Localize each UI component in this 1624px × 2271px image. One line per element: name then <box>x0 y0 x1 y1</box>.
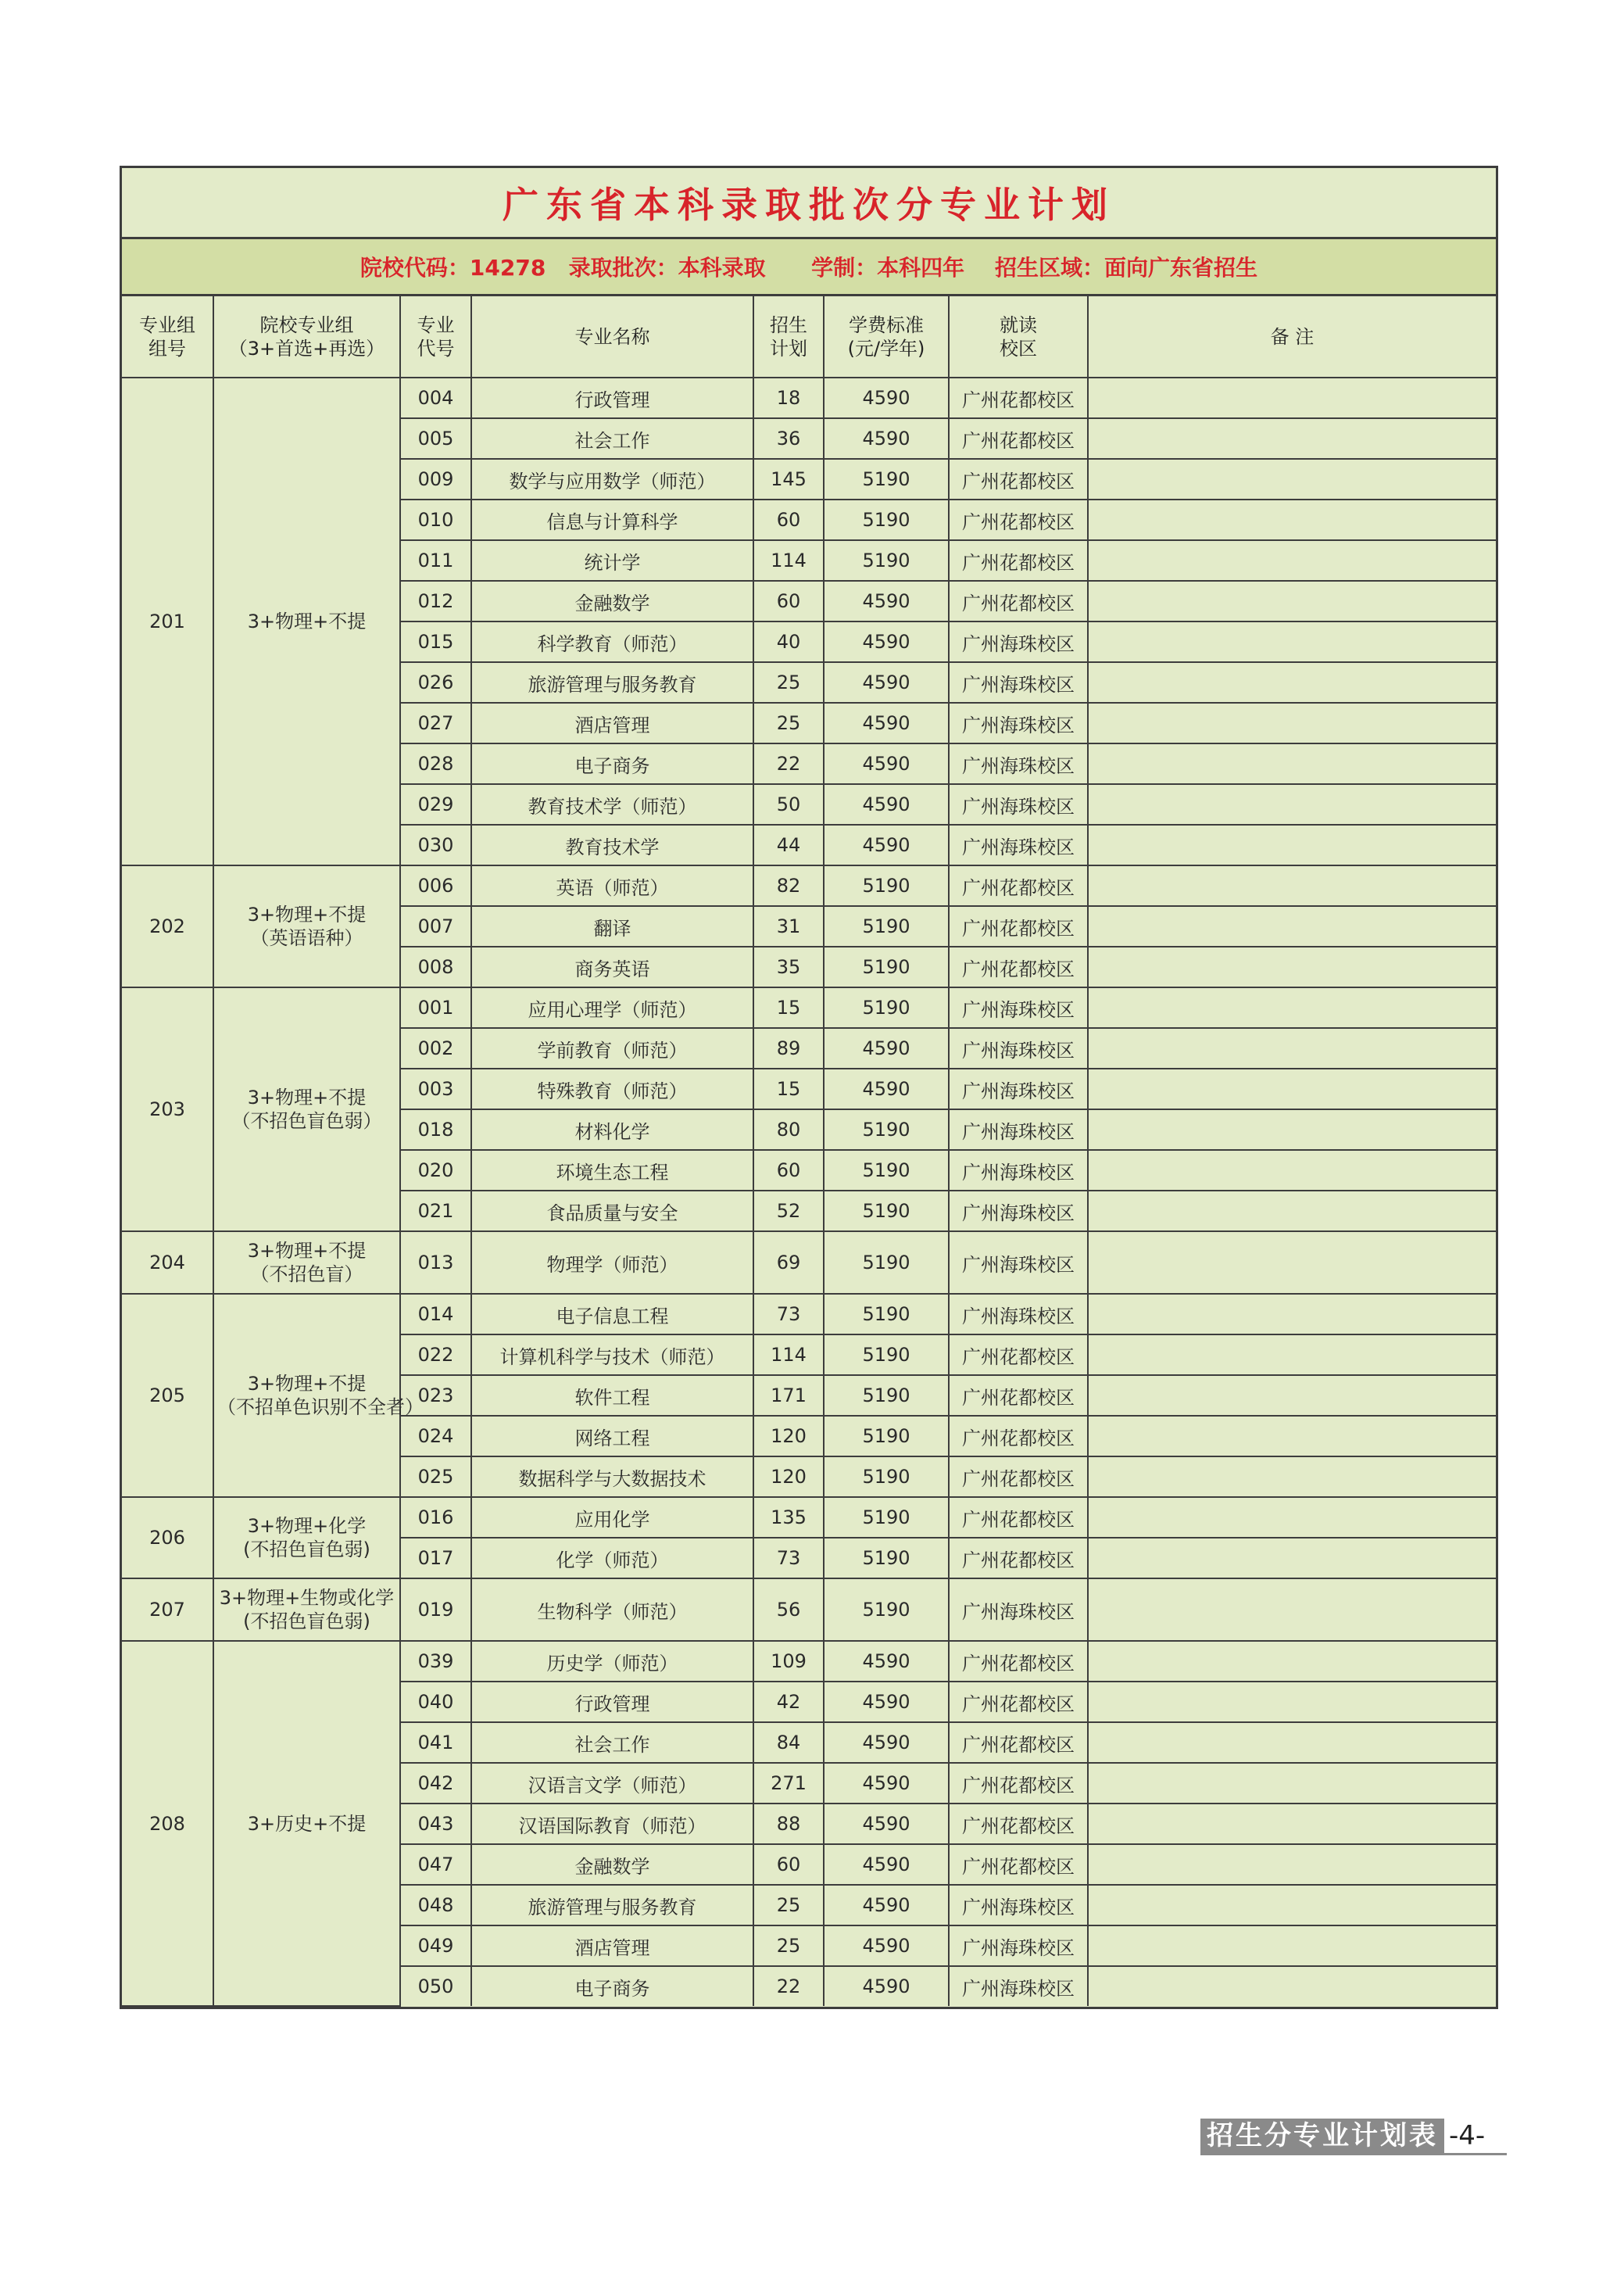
major-name-cell: 生物科学（师范） <box>471 1578 753 1641</box>
major-name-cell: 汉语国际教育（师范） <box>471 1804 753 1844</box>
header-group-no: 专业组 组号 <box>122 296 213 378</box>
campus-cell: 广州海珠校区 <box>949 1231 1088 1294</box>
header-remark: 备 注 <box>1088 296 1496 378</box>
major-code-cell: 027 <box>400 703 471 743</box>
major-code-cell: 013 <box>400 1231 471 1294</box>
group-name-line: （不招色盲色弱） <box>231 1110 382 1132</box>
group-name-cell <box>213 378 400 865</box>
title-bar <box>122 168 1496 239</box>
header-group-name: 院校专业组 （3+首选+再选） <box>213 296 400 378</box>
fee-cell: 5190 <box>824 1231 949 1294</box>
major-code-cell: 050 <box>400 1966 471 2006</box>
plan-cell: 44 <box>753 825 824 865</box>
campus-cell: 广州花都校区 <box>949 378 1088 418</box>
campus-cell: 广州海珠校区 <box>949 987 1088 1028</box>
plan-cell: 25 <box>753 1885 824 1925</box>
remark-cell <box>1088 784 1496 825</box>
campus-cell: 广州海珠校区 <box>949 1294 1088 1334</box>
plan-cell: 60 <box>753 1844 824 1885</box>
header-major-code: 专业 代号 <box>400 296 471 378</box>
plan-cell: 73 <box>753 1538 824 1578</box>
group-name-cell <box>213 1231 400 1294</box>
plan-cell: 31 <box>753 906 824 947</box>
campus-cell: 广州花都校区 <box>949 418 1088 459</box>
campus-cell: 广州花都校区 <box>949 1456 1088 1497</box>
group-name-line: 3+历史+不提 <box>247 1812 367 1835</box>
table-row <box>122 1294 1496 1334</box>
remark-cell <box>1088 987 1496 1028</box>
major-name-cell: 酒店管理 <box>471 1925 753 1966</box>
major-name-cell: 电子信息工程 <box>471 1294 753 1334</box>
major-name-cell: 化学（师范） <box>471 1538 753 1578</box>
major-name-cell: 统计学 <box>471 540 753 581</box>
group-name-cell <box>213 1497 400 1578</box>
remark-cell <box>1088 1416 1496 1456</box>
plan-cell: 120 <box>753 1456 824 1497</box>
campus-cell: 广州海珠校区 <box>949 825 1088 865</box>
plan-cell: 42 <box>753 1682 824 1722</box>
campus-cell: 广州花都校区 <box>949 1375 1088 1416</box>
remark-cell <box>1088 906 1496 947</box>
remark-cell <box>1088 1804 1496 1844</box>
fee-cell: 5190 <box>824 987 949 1028</box>
remark-cell <box>1088 1069 1496 1109</box>
fee-cell: 4590 <box>824 1844 949 1885</box>
major-plan-table <box>122 296 1496 2007</box>
plan-cell: 80 <box>753 1109 824 1150</box>
page-number: -4- <box>1449 2120 1486 2151</box>
major-code-cell: 014 <box>400 1294 471 1334</box>
campus-cell: 广州花都校区 <box>949 906 1088 947</box>
remark-cell <box>1088 1109 1496 1150</box>
plan-cell: 25 <box>753 662 824 703</box>
plan-cell: 60 <box>753 581 824 621</box>
plan-cell: 171 <box>753 1375 824 1416</box>
plan-cell: 22 <box>753 743 824 784</box>
remark-cell <box>1088 1150 1496 1191</box>
major-name-cell: 酒店管理 <box>471 703 753 743</box>
remark-cell <box>1088 865 1496 906</box>
plan-cell: 40 <box>753 621 824 662</box>
header-fee: 学费标准 (元/学年) <box>824 296 949 378</box>
fee-cell: 5190 <box>824 1191 949 1231</box>
remark-cell <box>1088 1578 1496 1641</box>
major-name-cell: 学前教育（师范） <box>471 1028 753 1069</box>
remark-cell <box>1088 1925 1496 1966</box>
plan-cell: 145 <box>753 459 824 500</box>
plan-cell: 88 <box>753 1804 824 1844</box>
major-name-cell: 教育技术学 <box>471 825 753 865</box>
major-code-cell: 029 <box>400 784 471 825</box>
major-code-cell: 012 <box>400 581 471 621</box>
major-code-cell: 010 <box>400 500 471 540</box>
major-name-cell: 行政管理 <box>471 1682 753 1722</box>
group-name-cell <box>213 865 400 987</box>
remark-cell <box>1088 1763 1496 1804</box>
fee-cell: 4590 <box>824 1804 949 1844</box>
footer-divider <box>1200 2153 1507 2155</box>
remark-cell <box>1088 1844 1496 1885</box>
campus-cell: 广州花都校区 <box>949 1497 1088 1538</box>
fee-cell: 4590 <box>824 1966 949 2006</box>
major-code-cell: 005 <box>400 418 471 459</box>
plan-cell: 60 <box>753 500 824 540</box>
campus-cell: 广州花都校区 <box>949 1682 1088 1722</box>
plan-cell: 22 <box>753 1966 824 2006</box>
plan-cell: 35 <box>753 947 824 987</box>
remark-cell <box>1088 418 1496 459</box>
plan-cell: 15 <box>753 987 824 1028</box>
campus-cell: 广州花都校区 <box>949 947 1088 987</box>
fee-cell: 4590 <box>824 1885 949 1925</box>
remark-cell <box>1088 662 1496 703</box>
group-name-line: 3+物理+不提 <box>247 1087 367 1109</box>
remark-cell <box>1088 743 1496 784</box>
remark-cell <box>1088 1375 1496 1416</box>
major-code-cell: 002 <box>400 1028 471 1069</box>
remark-cell <box>1088 540 1496 581</box>
campus-cell: 广州海珠校区 <box>949 1578 1088 1641</box>
campus-cell: 广州海珠校区 <box>949 1966 1088 2006</box>
major-name-cell: 材料化学 <box>471 1109 753 1150</box>
major-name-cell: 应用化学 <box>471 1497 753 1538</box>
fee-cell: 5190 <box>824 1416 949 1456</box>
fee-cell: 4590 <box>824 621 949 662</box>
plan-cell: 25 <box>753 703 824 743</box>
fee-cell: 5190 <box>824 540 949 581</box>
campus-cell: 广州海珠校区 <box>949 784 1088 825</box>
fee-cell: 4590 <box>824 418 949 459</box>
campus-cell: 广州海珠校区 <box>949 621 1088 662</box>
header-campus: 就读 校区 <box>949 296 1088 378</box>
major-code-cell: 026 <box>400 662 471 703</box>
group-no-cell: 203 <box>122 987 213 1231</box>
major-name-cell: 软件工程 <box>471 1375 753 1416</box>
group-no-cell: 201 <box>122 378 213 865</box>
campus-cell: 广州花都校区 <box>949 1722 1088 1763</box>
plan-cell: 52 <box>753 1191 824 1231</box>
major-name-cell: 翻译 <box>471 906 753 947</box>
major-name-cell: 特殊教育（师范） <box>471 1069 753 1109</box>
plan-cell: 135 <box>753 1497 824 1538</box>
campus-cell: 广州花都校区 <box>949 1334 1088 1375</box>
remark-cell <box>1088 1885 1496 1925</box>
group-no-cell: 208 <box>122 1641 213 2006</box>
remark-cell <box>1088 378 1496 418</box>
fee-cell: 4590 <box>824 1925 949 1966</box>
major-code-cell: 022 <box>400 1334 471 1375</box>
fee-cell: 4590 <box>824 825 949 865</box>
group-name-cell <box>213 1294 424 1497</box>
campus-cell: 广州花都校区 <box>949 1804 1088 1844</box>
fee-cell: 5190 <box>824 500 949 540</box>
fee-cell: 5190 <box>824 865 949 906</box>
major-name-cell: 科学教育（师范） <box>471 621 753 662</box>
major-code-cell: 011 <box>400 540 471 581</box>
remark-cell <box>1088 1334 1496 1375</box>
plan-cell: 50 <box>753 784 824 825</box>
fee-cell: 5190 <box>824 459 949 500</box>
group-name-line: （不招色盲） <box>250 1263 363 1285</box>
fee-cell: 4590 <box>824 703 949 743</box>
campus-cell: 广州花都校区 <box>949 1641 1088 1682</box>
major-code-cell: 020 <box>400 1150 471 1191</box>
major-code-cell: 008 <box>400 947 471 987</box>
plan-cell: 89 <box>753 1028 824 1069</box>
major-code-cell: 004 <box>400 378 471 418</box>
footer-label: 招生分专业计划表 <box>1200 2119 1444 2153</box>
remark-cell <box>1088 1456 1496 1497</box>
fee-cell: 5190 <box>824 1375 949 1416</box>
remark-cell <box>1088 500 1496 540</box>
plan-cell: 73 <box>753 1294 824 1334</box>
campus-cell: 广州花都校区 <box>949 540 1088 581</box>
plan-cell: 18 <box>753 378 824 418</box>
major-name-cell: 旅游管理与服务教育 <box>471 1885 753 1925</box>
fee-cell: 5190 <box>824 906 949 947</box>
major-name-cell: 英语（师范） <box>471 865 753 906</box>
remark-cell <box>1088 1538 1496 1578</box>
campus-cell: 广州海珠校区 <box>949 1885 1088 1925</box>
table-row <box>122 865 1496 906</box>
fee-cell: 5190 <box>824 1150 949 1191</box>
fee-cell: 5190 <box>824 1334 949 1375</box>
remark-cell <box>1088 1294 1496 1334</box>
fee-cell: 4590 <box>824 1682 949 1722</box>
plan-cell: 109 <box>753 1641 824 1682</box>
fee-cell: 5190 <box>824 1109 949 1150</box>
remark-cell <box>1088 1231 1496 1294</box>
major-name-cell: 计算机科学与技术（师范） <box>471 1334 753 1375</box>
major-code-cell: 015 <box>400 621 471 662</box>
major-code-cell: 006 <box>400 865 471 906</box>
major-name-cell: 社会工作 <box>471 1722 753 1763</box>
group-no-cell: 204 <box>122 1231 213 1294</box>
major-name-cell: 环境生态工程 <box>471 1150 753 1191</box>
table-row <box>122 987 1496 1028</box>
school-info-text: 院校代码：14278 录取批次：本科录取 学制：本科四年 招生区域：面向广东省招生 <box>359 255 1258 281</box>
remark-cell <box>1088 1722 1496 1763</box>
fee-cell: 5190 <box>824 1578 949 1641</box>
group-name-line: （英语语种） <box>250 927 363 949</box>
group-name-line: 3+物理+不提 <box>247 611 367 632</box>
fee-cell: 4590 <box>824 1763 949 1804</box>
table-row <box>122 1641 1496 1682</box>
fee-cell: 4590 <box>824 1028 949 1069</box>
major-name-cell: 旅游管理与服务教育 <box>471 662 753 703</box>
remark-cell <box>1088 947 1496 987</box>
fee-cell: 4590 <box>824 581 949 621</box>
major-code-cell: 019 <box>400 1578 471 1641</box>
major-name-cell: 汉语言文学（师范） <box>471 1763 753 1804</box>
campus-cell: 广州花都校区 <box>949 1844 1088 1885</box>
campus-cell: 广州花都校区 <box>949 865 1088 906</box>
major-code-cell: 007 <box>400 906 471 947</box>
plan-cell: 25 <box>753 1925 824 1966</box>
fee-cell: 5190 <box>824 1538 949 1578</box>
major-code-cell: 030 <box>400 825 471 865</box>
remark-cell <box>1088 581 1496 621</box>
group-name-line: 3+物理+不提 <box>247 1373 367 1395</box>
major-name-cell: 食品质量与安全 <box>471 1191 753 1231</box>
group-no-cell: 207 <box>122 1578 213 1641</box>
campus-cell: 广州海珠校区 <box>949 1069 1088 1109</box>
plan-cell: 120 <box>753 1416 824 1456</box>
group-name-cell <box>213 1578 400 1641</box>
fee-cell: 5190 <box>824 1497 949 1538</box>
plan-cell: 82 <box>753 865 824 906</box>
group-name-line: 3+物理+不提 <box>247 1240 367 1262</box>
group-name-line: (不招色盲色弱) <box>243 1610 370 1632</box>
fee-cell: 5190 <box>824 1294 949 1334</box>
campus-cell: 广州花都校区 <box>949 1763 1088 1804</box>
major-code-cell: 025 <box>400 1456 471 1497</box>
major-code-cell: 009 <box>400 459 471 500</box>
fee-cell: 4590 <box>824 1641 949 1682</box>
major-code-cell: 021 <box>400 1191 471 1231</box>
campus-cell: 广州海珠校区 <box>949 743 1088 784</box>
major-code-cell: 047 <box>400 1844 471 1885</box>
table-header-row <box>122 296 1496 378</box>
remark-cell <box>1088 1641 1496 1682</box>
major-code-cell: 001 <box>400 987 471 1028</box>
remark-cell <box>1088 459 1496 500</box>
group-name-line: 3+物理+化学 <box>247 1515 367 1537</box>
group-no-cell: 206 <box>122 1497 213 1578</box>
major-code-cell: 028 <box>400 743 471 784</box>
table-row <box>122 1578 1496 1641</box>
enrollment-plan-sheet <box>120 166 1498 2009</box>
group-no-cell: 202 <box>122 865 213 987</box>
remark-cell <box>1088 1191 1496 1231</box>
group-name-line: 3+物理+不提 <box>247 904 367 926</box>
header-plan: 招生 计划 <box>753 296 824 378</box>
campus-cell: 广州海珠校区 <box>949 1028 1088 1069</box>
plan-cell: 60 <box>753 1150 824 1191</box>
campus-cell: 广州海珠校区 <box>949 1109 1088 1150</box>
campus-cell: 广州海珠校区 <box>949 1925 1088 1966</box>
campus-cell: 广州花都校区 <box>949 1538 1088 1578</box>
major-name-cell: 电子商务 <box>471 743 753 784</box>
major-name-cell: 数据科学与大数据技术 <box>471 1456 753 1497</box>
major-name-cell: 行政管理 <box>471 378 753 418</box>
plan-cell: 56 <box>753 1578 824 1641</box>
major-name-cell: 历史学（师范） <box>471 1641 753 1682</box>
table-body <box>122 378 1496 2006</box>
page-footer <box>1200 2119 1485 2153</box>
header-major-name: 专业名称 <box>471 296 753 378</box>
table-row <box>122 1497 1496 1538</box>
campus-cell: 广州花都校区 <box>949 459 1088 500</box>
major-name-cell: 社会工作 <box>471 418 753 459</box>
fee-cell: 4590 <box>824 662 949 703</box>
major-code-cell: 043 <box>400 1804 471 1844</box>
group-name-line: (不招色盲色弱) <box>243 1538 370 1560</box>
fee-cell: 5190 <box>824 1456 949 1497</box>
fee-cell: 4590 <box>824 784 949 825</box>
campus-cell: 广州海珠校区 <box>949 703 1088 743</box>
group-name-cell <box>213 1641 400 2006</box>
major-code-cell: 049 <box>400 1925 471 1966</box>
campus-cell: 广州海珠校区 <box>949 1150 1088 1191</box>
group-name-cell <box>213 987 400 1231</box>
remark-cell <box>1088 825 1496 865</box>
major-code-cell: 018 <box>400 1109 471 1150</box>
table-row <box>122 378 1496 418</box>
plan-cell: 69 <box>753 1231 824 1294</box>
remark-cell <box>1088 1028 1496 1069</box>
fee-cell: 4590 <box>824 1722 949 1763</box>
plan-cell: 114 <box>753 1334 824 1375</box>
campus-cell: 广州海珠校区 <box>949 662 1088 703</box>
fee-cell: 4590 <box>824 378 949 418</box>
major-code-cell: 041 <box>400 1722 471 1763</box>
major-name-cell: 信息与计算科学 <box>471 500 753 540</box>
major-code-cell: 016 <box>400 1497 471 1538</box>
major-name-cell: 教育技术学（师范） <box>471 784 753 825</box>
campus-cell: 广州花都校区 <box>949 581 1088 621</box>
remark-cell <box>1088 1497 1496 1538</box>
major-name-cell: 物理学（师范） <box>471 1231 753 1294</box>
campus-cell: 广州花都校区 <box>949 1416 1088 1456</box>
plan-cell: 84 <box>753 1722 824 1763</box>
plan-cell: 15 <box>753 1069 824 1109</box>
remark-cell <box>1088 1966 1496 2006</box>
group-no-cell: 205 <box>122 1294 213 1497</box>
fee-cell: 4590 <box>824 743 949 784</box>
major-code-cell: 042 <box>400 1763 471 1804</box>
major-name-cell: 金融数学 <box>471 1844 753 1885</box>
major-code-cell: 017 <box>400 1538 471 1578</box>
table-row <box>122 1231 1496 1294</box>
plan-cell: 114 <box>753 540 824 581</box>
major-code-cell: 039 <box>400 1641 471 1682</box>
major-name-cell: 应用心理学（师范） <box>471 987 753 1028</box>
major-name-cell: 商务英语 <box>471 947 753 987</box>
page-title: 广东省本科录取批次分专业计划 <box>503 184 1115 226</box>
group-name-line: （不招单色识别不全者） <box>217 1396 424 1418</box>
major-name-cell: 数学与应用数学（师范） <box>471 459 753 500</box>
major-code-cell: 024 <box>400 1416 471 1456</box>
plan-cell: 271 <box>753 1763 824 1804</box>
group-name-line: 3+物理+生物或化学 <box>219 1587 395 1609</box>
remark-cell <box>1088 1682 1496 1722</box>
major-code-cell: 048 <box>400 1885 471 1925</box>
plan-cell: 36 <box>753 418 824 459</box>
fee-cell: 4590 <box>824 1069 949 1109</box>
remark-cell <box>1088 621 1496 662</box>
major-code-cell: 023 <box>400 1375 471 1416</box>
major-code-cell: 003 <box>400 1069 471 1109</box>
campus-cell: 广州花都校区 <box>949 500 1088 540</box>
major-name-cell: 网络工程 <box>471 1416 753 1456</box>
remark-cell <box>1088 703 1496 743</box>
major-name-cell: 金融数学 <box>471 581 753 621</box>
school-info-bar <box>122 239 1496 296</box>
major-code-cell: 040 <box>400 1682 471 1722</box>
campus-cell: 广州海珠校区 <box>949 1191 1088 1231</box>
major-name-cell: 电子商务 <box>471 1966 753 2006</box>
fee-cell: 5190 <box>824 947 949 987</box>
